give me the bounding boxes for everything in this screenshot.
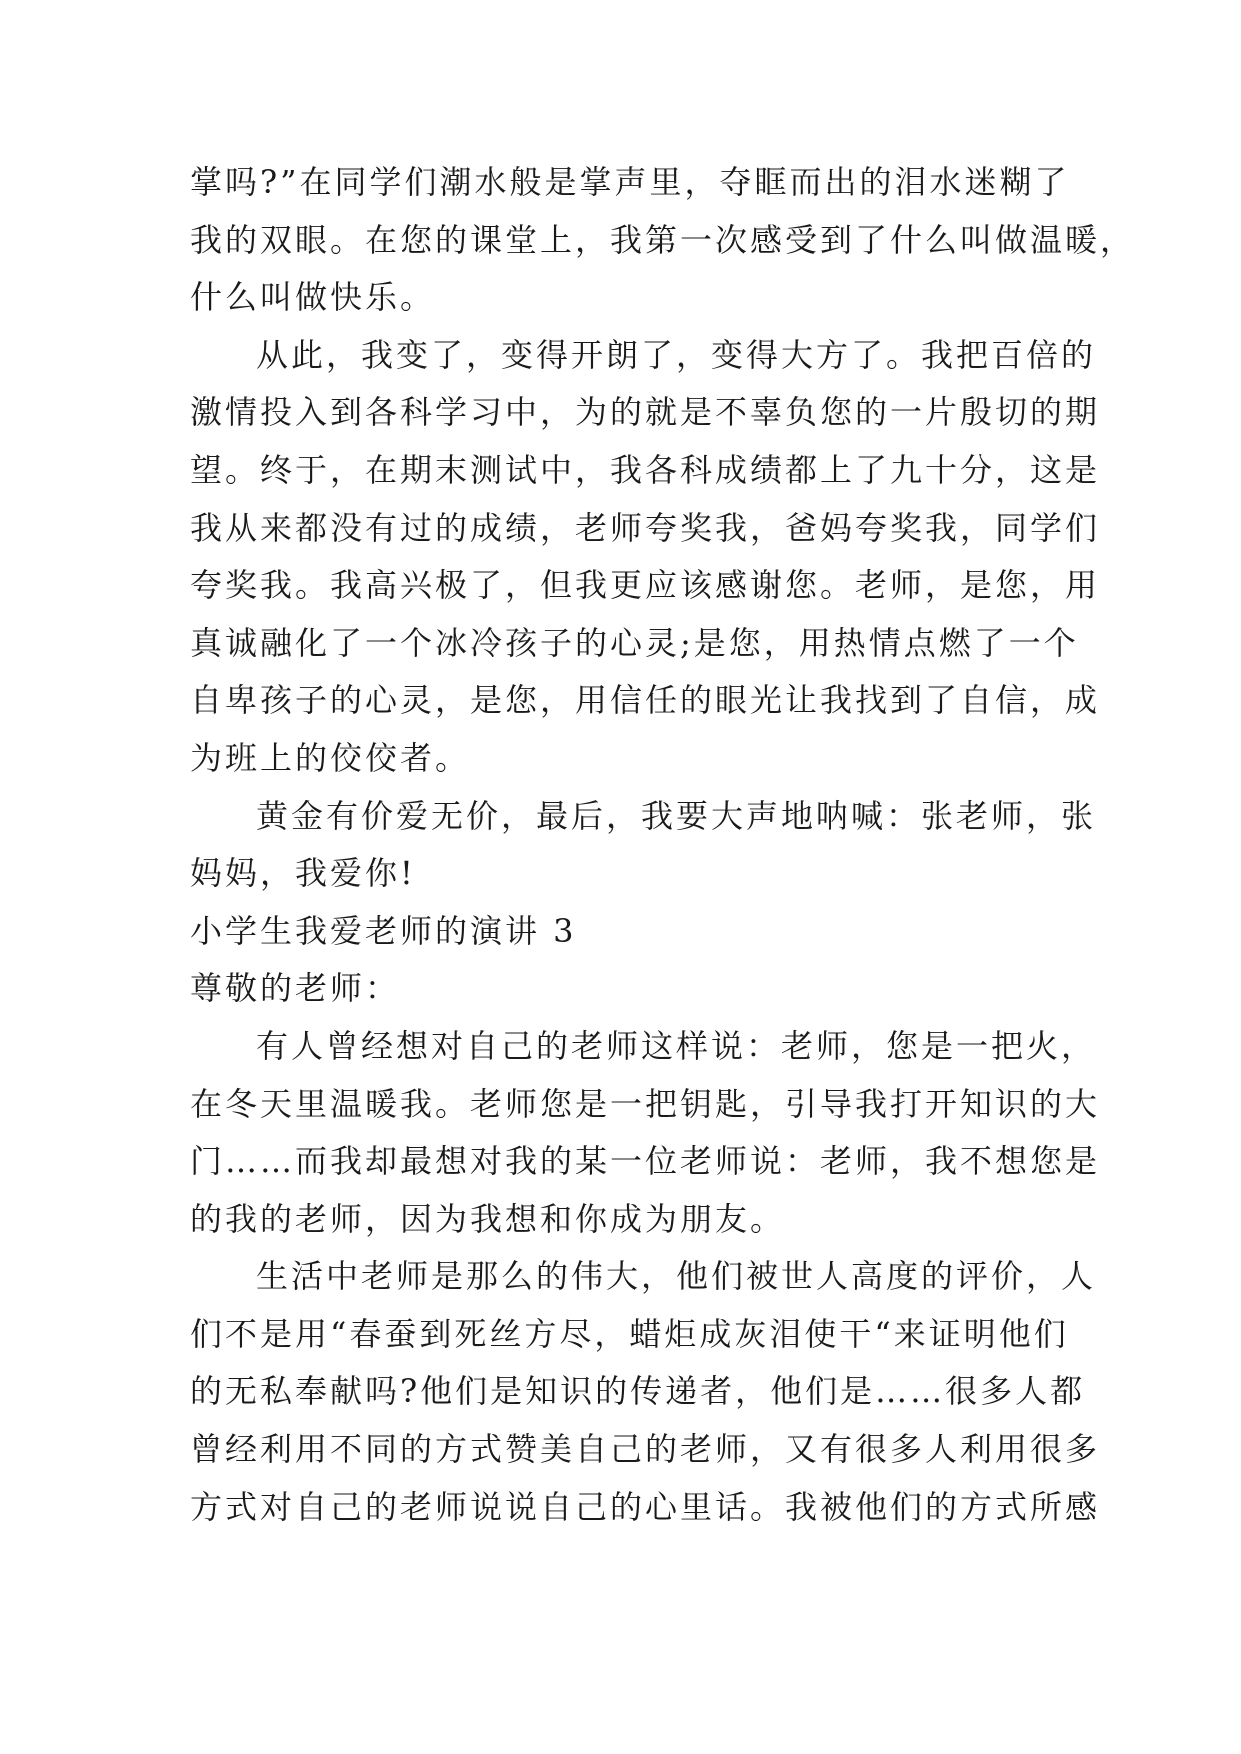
text-line: 真诚融化了一个冰冷孩子的心灵;是您，用热情点燃了一个 xyxy=(190,623,1079,662)
text-line: 望。终于，在期末测试中，我各科成绩都上了九十分，这是 xyxy=(190,450,1101,489)
document-body xyxy=(190,154,1136,1536)
paragraph-first-line: 从此，我变了，变得开朗了，变得大方了。我把百倍的 xyxy=(256,335,1097,374)
text-line: 的我的老师，因为我想和你成为朋友。 xyxy=(190,1199,786,1238)
text-line: 妈妈，我爱你! xyxy=(190,854,416,893)
text-line: 的无私奉献吗?他们是知识的传递者，他们是……很多人都 xyxy=(190,1372,1086,1411)
text-line: 什么叫做快乐。 xyxy=(190,278,436,317)
text-line: 夸奖我。我高兴极了，但我更应该感谢您。老师，是您，用 xyxy=(190,566,1101,605)
text-line: 曾经利用不同的方式赞美自己的老师，又有很多人利用很多 xyxy=(190,1430,1101,1469)
text-line: 激情投入到各科学习中，为的就是不辜负您的一片殷切的期 xyxy=(190,393,1101,432)
text-line: 们不是用“春蚕到死丝方尽，蜡炬成灰泪使干“来证明他们 xyxy=(190,1314,1069,1353)
text-line: 为班上的佼佼者。 xyxy=(190,738,471,777)
section-heading: 小学生我爱老师的演讲 3 xyxy=(190,911,577,950)
text-line: 我的双眼。在您的课堂上，我第一次感受到了什么叫做温暖， xyxy=(190,220,1136,259)
paragraph-first-line: 黄金有价爱无价，最后，我要大声地呐喊：张老师，张 xyxy=(256,796,1097,835)
text-line: 我从来都没有过的成绩，老师夸奖我，爸妈夸奖我，同学们 xyxy=(190,508,1101,547)
text-line: 在冬天里温暖我。老师您是一把钥匙，引导我打开知识的大 xyxy=(190,1084,1101,1123)
paragraph-first-line: 有人曾经想对自己的老师这样说：老师，您是一把火， xyxy=(256,1026,1097,1065)
paragraph-first-line: 生活中老师是那么的伟大，他们被世人高度的评价，人 xyxy=(256,1257,1097,1296)
text-line: 掌吗?”在同学们潮水般是掌声里，夺眶而出的泪水迷糊了 xyxy=(190,163,1070,201)
text-line: 自卑孩子的心灵，是您，用信任的眼光让我找到了自信，成 xyxy=(190,681,1101,720)
text-line: 方式对自己的老师说说自己的心里话。我被他们的方式所感 xyxy=(190,1487,1101,1526)
text-line: 门……而我却最想对我的某一位老师说：老师，我不想您是 xyxy=(190,1142,1101,1181)
salutation: 尊敬的老师： xyxy=(190,969,401,1008)
